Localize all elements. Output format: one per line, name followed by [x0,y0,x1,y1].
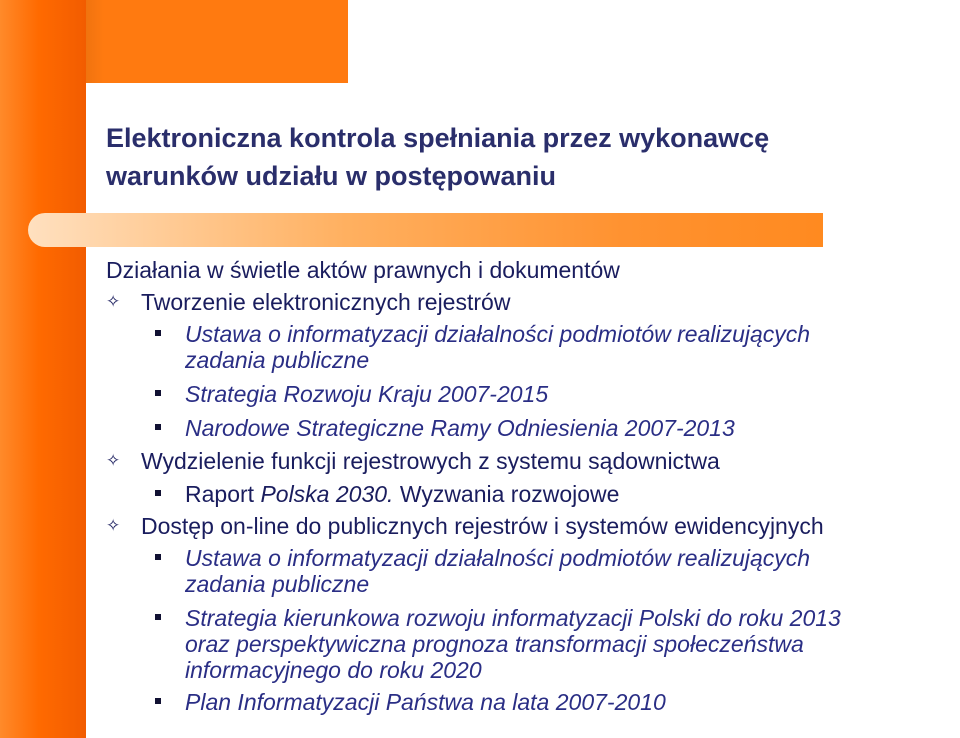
subitem-strategia-kierunkowa-cont-2: informacyjnego do roku 2020 [185,657,482,683]
subitem-ustawa-2: Ustawa o informatyzacji działalności podmiotów realizujących [185,545,811,571]
square-bullet-icon [155,614,161,620]
diamond-bullet-icon: ✧ [106,516,121,535]
square-bullet-icon [155,490,161,496]
raport-label: Raport [185,481,261,507]
square-bullet-icon [155,390,161,396]
diamond-bullet-icon: ✧ [106,451,121,470]
square-bullet-icon [155,330,161,336]
square-bullet-icon [155,698,161,704]
subitem-plan-informatyzacji: Plan Informatyzacji Państwa na lata 2007-2010 [185,689,666,715]
item-tworzenie-rejestrow: Tworzenie elektronicznych rejestrów [141,289,511,315]
subitem-raport [185,481,619,507]
subitem-strategia-kierunkowa: Strategia kierunkowa rozwoju informatyzacji Polski do roku 2013 [185,605,841,631]
subitem-strategia-rozwoju: Strategia Rozwoju Kraju 2007-2015 [185,381,549,407]
subitem-ustawa-1: Ustawa o informatyzacji działalności podmiotów realizujących [185,321,811,347]
raport-title: Polska 2030. [260,481,400,507]
item-wydzielenie: Wydzielenie funkcji rejestrowych z systemu sądownictwa [141,448,720,474]
slide-title-line-1: Elektroniczna kontrola spełniania przez wykonawcę [106,123,770,153]
subitem-ustawa-2-cont: zadania publiczne [185,571,370,597]
raport-subtitle: Wyzwania rozwojowe [399,481,620,507]
slide-title-line-2: warunków udziału w postępowaniu [106,161,557,191]
intro-text: Działania w świetle aktów prawnych i dokumentów [106,257,620,283]
subitem-nsro: Narodowe Strategiczne Ramy Odniesienia 2007-2013 [185,415,735,441]
item-dostep-online: Dostęp on-line do publicznych rejestrów i systemów ewidencyjnych [141,513,824,539]
square-bullet-icon [155,424,161,430]
subitem-ustawa-1-cont: zadania publiczne [185,347,370,373]
subitem-strategia-kierunkowa-cont: oraz perspektywiczna prognoza transformacji społeczeństwa [185,631,804,657]
diamond-bullet-icon: ✧ [106,292,121,311]
square-bullet-icon [155,554,161,560]
